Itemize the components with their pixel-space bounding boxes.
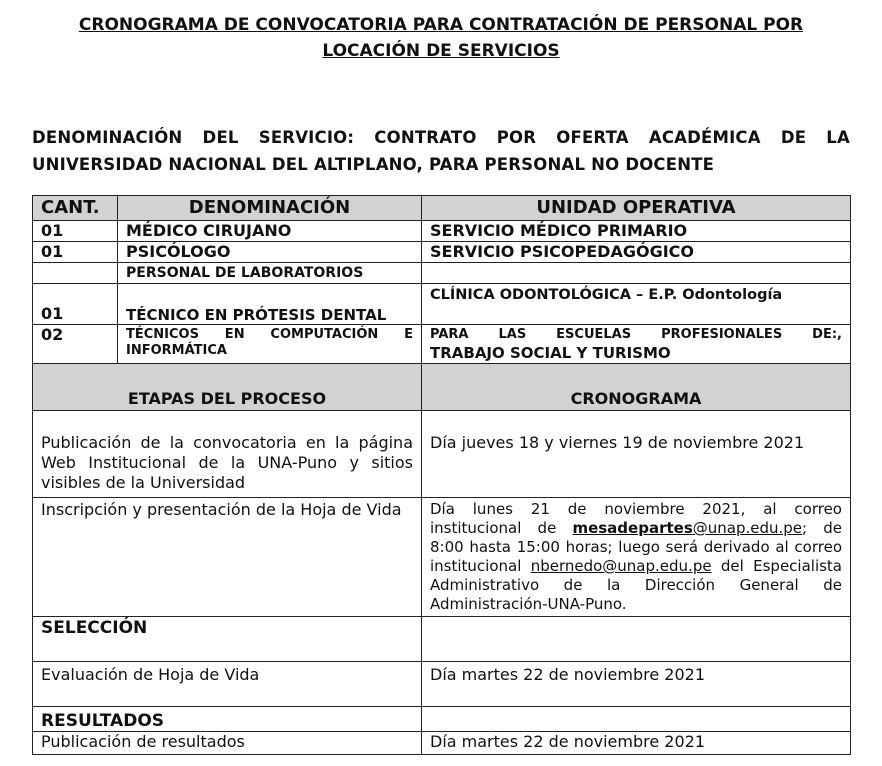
- table-row: [33, 242, 851, 263]
- header-cronograma: CRONOGRAMA: [422, 364, 851, 411]
- table-row: [33, 498, 851, 617]
- header-unidad: UNIDAD OPERATIVA: [422, 196, 851, 221]
- fecha-part-1: Día lunes 21 de noviembre 2021, al correo institucional de: [430, 500, 842, 537]
- denominacion-cell: MÉDICO CIRUJANO: [118, 221, 422, 242]
- email-mesadepartes-link[interactable]: [572, 519, 802, 537]
- positions-header-row: [33, 196, 851, 221]
- unidad-cell: [422, 325, 851, 364]
- table-row: [33, 662, 851, 707]
- header-denominacion: DENOMINACIÓN: [118, 196, 422, 221]
- unidad-cell: SERVICIO MÉDICO PRIMARIO: [422, 221, 851, 242]
- fecha-cell: Día martes 22 de noviembre 2021: [422, 662, 851, 707]
- etapa-cell: Evaluación de Hoja de Vida: [33, 662, 422, 707]
- denominacion-text: TÉCNICOS EN COMPUTACIÓN E INFORMÁTICA: [126, 327, 413, 358]
- fecha-text: Día jueves 18 y viernes 19 de noviembre 2021: [430, 433, 805, 452]
- empty-cell: [422, 617, 851, 662]
- unidad-line-1: PARA LAS ESCUELAS PROFESIONALES DE:,: [430, 327, 842, 342]
- cant-cell: 01: [33, 284, 118, 325]
- section-row-resultados: [33, 707, 851, 732]
- title-line-2: LOCACIÓN DE SERVICIOS: [322, 41, 560, 61]
- etapa-cell: Publicación de resultados: [33, 732, 422, 755]
- service-line-2: UNIVERSIDAD NACIONAL DEL ALTIPLANO, PARA PERSONAL NO DOCENTE: [32, 155, 715, 174]
- cant-cell: 01: [33, 242, 118, 263]
- cant-cell: 02: [33, 325, 118, 364]
- fecha-part-3: del Especialista Administrativo de la Dirección General de Administración-UNA-Puno.: [430, 557, 842, 613]
- denominacion-cell: PSICÓLOGO: [118, 242, 422, 263]
- fecha-part-2: ; de 8:00 hasta 15:00 horas; luego será derivado al correo institucional: [430, 519, 842, 575]
- title-line-1: CRONOGRAMA DE CONVOCATORIA PARA CONTRATACIÓN DE PERSONAL POR: [78, 15, 804, 35]
- table-row: [33, 325, 851, 364]
- email-user: mesadepartes: [572, 519, 693, 537]
- fecha-cell: [422, 411, 851, 498]
- denominacion-cell: TÉCNICO EN PRÓTESIS DENTAL: [118, 284, 422, 325]
- resultados-label: RESULTADOS: [33, 707, 422, 732]
- email-domain: @unap.edu.pe: [692, 519, 803, 537]
- fecha-text: [430, 500, 842, 614]
- email-nbernedo-link[interactable]: nbernedo@unap.edu.pe: [530, 557, 712, 575]
- header-cant: CANT.: [33, 196, 118, 221]
- section-row-seleccion: [33, 617, 851, 662]
- etapa-text: Inscripción y presentación de la Hoja de Vida: [41, 500, 402, 519]
- unidad-cell: CLÍNICA ODONTOLÓGICA – E.P. Odontología: [422, 284, 851, 325]
- denominacion-cell: [118, 325, 422, 364]
- table-row: [33, 732, 851, 755]
- fecha-cell: Día martes 22 de noviembre 2021: [422, 732, 851, 755]
- etapa-cell: [33, 498, 422, 617]
- header-etapas: ETAPAS DEL PROCESO: [33, 364, 422, 411]
- unidad-cell: SERVICIO PSICOPEDAGÓGICO: [422, 242, 851, 263]
- table-row: [33, 411, 851, 498]
- cant-cell: [33, 263, 118, 284]
- schedule-table: [32, 195, 851, 755]
- unidad-line-2: TRABAJO SOCIAL Y TURISMO: [430, 344, 671, 362]
- table-row: [33, 263, 851, 284]
- table-row: [33, 284, 851, 325]
- cant-cell: 01: [33, 221, 118, 242]
- etapa-cell: [33, 411, 422, 498]
- document-title: [0, 12, 882, 64]
- denominacion-cell: PERSONAL DE LABORATORIOS: [118, 263, 422, 284]
- stages-header-row: [33, 364, 851, 411]
- etapa-text: Publicación de la convocatoria en la página Web Institucional de la UNA-Puno y sitios visibles de la Universidad: [41, 433, 413, 492]
- service-line-1: DENOMINACIÓN DEL SERVICIO: CONTRATO POR OFERTA ACADÉMICA DE LA: [32, 128, 850, 147]
- seleccion-label: SELECCIÓN: [33, 617, 422, 662]
- unidad-cell: [422, 263, 851, 284]
- fecha-cell: [422, 498, 851, 617]
- empty-cell: [422, 707, 851, 732]
- service-description: [32, 124, 850, 178]
- table-row: [33, 221, 851, 242]
